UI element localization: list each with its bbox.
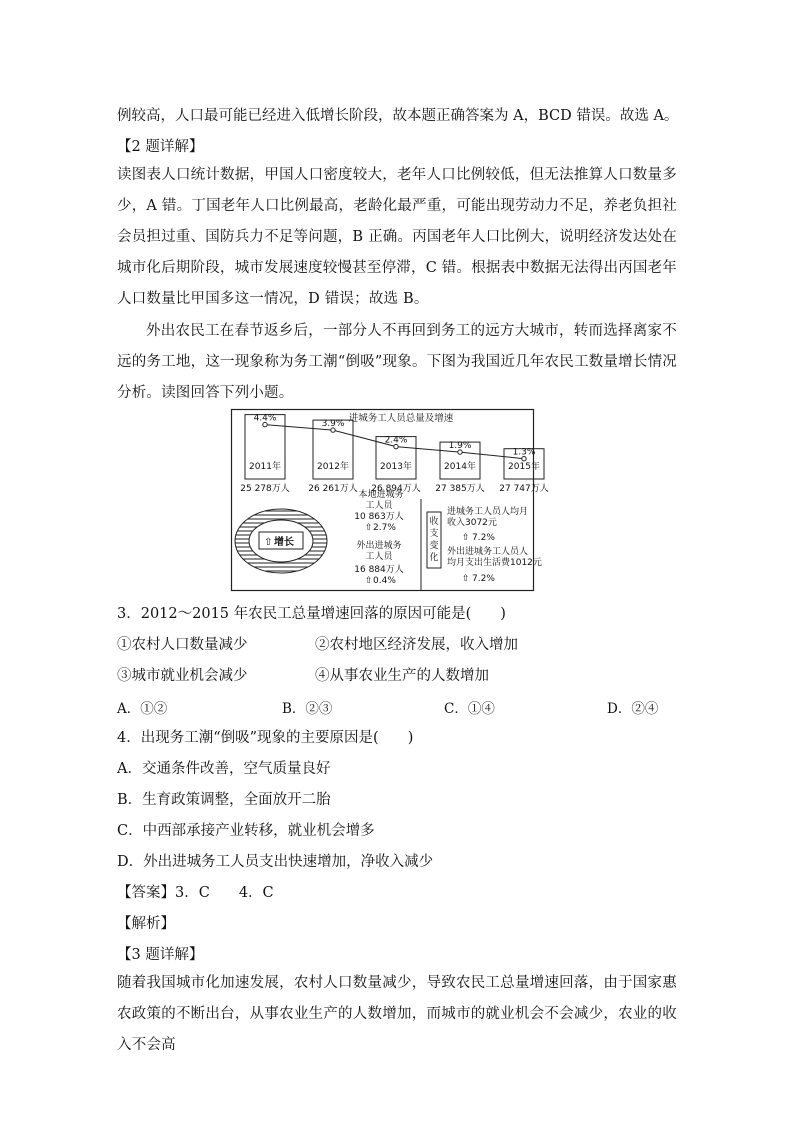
up-arrow-icon: ⇧ — [462, 533, 470, 543]
up-arrow-icon: ⇧ — [365, 523, 373, 533]
year-label: 2014年 — [444, 462, 476, 472]
q4-option-a: A．交通条件改善，空气质量良好 — [117, 761, 331, 777]
outside-workers-growth: 0.4% — [373, 576, 396, 586]
q3-statement-2: ②农村地区经济发展，收入增加 — [315, 637, 518, 653]
paragraph-q2-detail: 读图表人口统计数据，甲国人口密度较大，老年人口比例较低，但无法推算人口数量多少，A 错。丁国老年人口比例最高，老龄化最严重，可能出现劳动力不足，养老负担社会员担过重、国防兵力不足等问题，B 正确。丙国老年人口比例大，说明经济发达处在城市化后期阶段，城市发展速度较慢甚至停滞，C 错。根据表中数据无法得出丙国老年人口数量比甲国多这一情况，D 错误；故选 B。 — [117, 167, 678, 307]
total-workers-label: 26 894万人 — [371, 484, 421, 494]
year-label: 2015年 — [508, 462, 540, 472]
expense-growth: 7.2% — [472, 574, 495, 584]
outside-workers-value: 16 884万人 — [354, 565, 404, 575]
total-workers-label: 26 261万人 — [308, 484, 358, 494]
local-workers-label-1: 本地进城务 — [358, 490, 404, 500]
paragraph-intro: 外出农民工在春节返乡后，一部分人不再回到务工的远方大城市，转而选择离家不远的务工地，这一现象称为务工潮“倒吸”现象。下图为我国近几年农民工数量增长情况分析。读图回答下列小题。 — [117, 323, 677, 401]
growth-label: 2.4% — [384, 435, 408, 446]
outside-workers-label-2: 工人员 — [365, 552, 393, 562]
growth-label: 3.9% — [321, 419, 345, 430]
analysis-heading: 【解析】 — [117, 916, 175, 932]
local-workers-growth: 2.7% — [373, 523, 396, 533]
q4-option-d: D．外出进城务工人员支出快速增加，净收入减少 — [117, 854, 434, 870]
growth-label: 1.9% — [448, 441, 472, 452]
total-workers-label: 27 747万人 — [499, 484, 549, 494]
up-arrow-icon: ⇧ — [462, 574, 470, 584]
local-workers-label-2: 工人员 — [365, 501, 393, 511]
expense-label-2: 均月支出生活费1012元 — [447, 558, 542, 568]
growth-center-label: 增长 — [274, 537, 294, 548]
total-workers-label: 27 385万人 — [435, 484, 485, 494]
growth-label: 1.3% — [512, 447, 536, 458]
paragraph-q3-detail: 随着我国城市化加速发展，农村人口数量减少，导致农民工总量增速回落，由于国家惠农政策的不断出台，从事农业生产的人数增加，而城市的就业机会不会减少，农业的收入不会高 — [117, 975, 677, 1053]
year-label: 2012年 — [317, 462, 349, 472]
q3-statement-3: ③城市就业机会减少 — [117, 668, 248, 684]
q3-statement-4: ④从事农业生产的人数增加 — [315, 668, 489, 684]
year-label: 2011年 — [249, 462, 281, 472]
q4-option-c: C．中西部承接产业转移，就业机会增多 — [117, 823, 375, 839]
question-3-stem: 3．2012～2015 年农民工总量增速回落的原因可能是( ) — [117, 606, 506, 622]
heading-q2-detail: 【2 题详解】 — [117, 139, 204, 155]
income-label-2: 收入3072元 — [447, 518, 497, 528]
q3-option-b: B．②③ — [282, 701, 333, 717]
outside-workers-label-1: 外出进城务 — [356, 541, 402, 551]
q3-option-c: C．①④ — [444, 701, 495, 717]
heading-q3-detail: 【3 题详解】 — [117, 947, 204, 963]
q4-option-b: B．生育政策调整，全面放开二胎 — [117, 792, 331, 808]
q3-option-a: A．①② — [117, 701, 168, 717]
local-workers-value: 10 863万人 — [354, 512, 404, 522]
growth-label: 4.4% — [253, 413, 277, 424]
up-arrow-icon: ⇧ — [365, 576, 373, 586]
q3-option-d: D．②④ — [607, 701, 659, 717]
q3-statement-1: ①农村人口数量减少 — [117, 637, 248, 653]
expense-label-1: 外出进城务工人员人 — [447, 547, 529, 557]
paragraph-top: 例较高，人口最可能已经进入低增长阶段，故本题正确答案为 A，BCD 错误。故选 A。 — [117, 108, 679, 124]
answer-line: 【答案】3．C 4．C — [117, 885, 274, 901]
total-workers-label: 25 278万人 — [240, 484, 290, 494]
question-4-stem: 4．出现务工潮“倒吸”现象的主要原因是( ) — [117, 730, 414, 746]
income-label-1: 进城务工人员人均月 — [447, 507, 529, 517]
migrant-worker-chart — [231, 409, 549, 592]
up-arrow-icon: ⇧ — [264, 537, 273, 548]
chart-title: 进城务工人员总量及增速 — [348, 413, 454, 424]
year-label: 2013年 — [380, 462, 412, 472]
income-growth: 7.2% — [472, 533, 495, 543]
income-expense-side-label: 收支变化 — [429, 517, 439, 563]
